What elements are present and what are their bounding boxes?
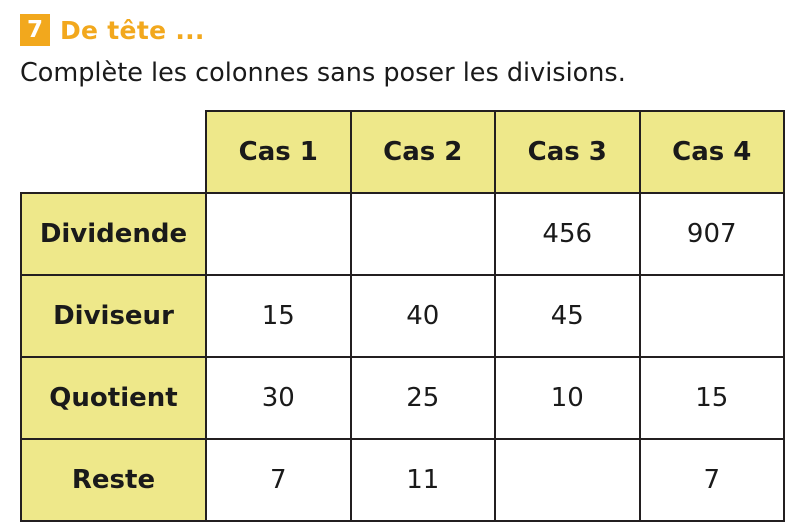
cell-diviseur-cas-1[interactable]: 15 bbox=[206, 275, 351, 357]
exercise-title: De tête ... bbox=[60, 15, 205, 45]
column-header-cas-1: Cas 1 bbox=[206, 111, 351, 193]
cell-diviseur-cas-2[interactable]: 40 bbox=[351, 275, 496, 357]
cell-reste-cas-3[interactable] bbox=[495, 439, 640, 521]
row-header-quotient: Quotient bbox=[21, 357, 206, 439]
column-header-cas-4: Cas 4 bbox=[640, 111, 785, 193]
cell-dividende-cas-1[interactable] bbox=[206, 193, 351, 275]
table-corner-cell bbox=[21, 111, 206, 193]
cell-reste-cas-1[interactable]: 7 bbox=[206, 439, 351, 521]
cell-dividende-cas-2[interactable] bbox=[351, 193, 496, 275]
row-header-diviseur: Diviseur bbox=[21, 275, 206, 357]
cell-quotient-cas-2[interactable]: 25 bbox=[351, 357, 496, 439]
exercise-header bbox=[20, 14, 205, 46]
exercise-instruction: Complète les colonnes sans poser les divisions. bbox=[20, 58, 626, 88]
column-header-cas-3: Cas 3 bbox=[495, 111, 640, 193]
cell-dividende-cas-4[interactable]: 907 bbox=[640, 193, 785, 275]
table-row bbox=[21, 193, 784, 275]
cell-diviseur-cas-4[interactable] bbox=[640, 275, 785, 357]
exercise-number-badge: 7 bbox=[20, 14, 50, 46]
cell-dividende-cas-3[interactable]: 456 bbox=[495, 193, 640, 275]
row-header-dividende: Dividende bbox=[21, 193, 206, 275]
table-row bbox=[21, 275, 784, 357]
division-table bbox=[20, 110, 785, 522]
cell-quotient-cas-3[interactable]: 10 bbox=[495, 357, 640, 439]
cell-quotient-cas-1[interactable]: 30 bbox=[206, 357, 351, 439]
row-header-reste: Reste bbox=[21, 439, 206, 521]
cell-reste-cas-2[interactable]: 11 bbox=[351, 439, 496, 521]
cell-diviseur-cas-3[interactable]: 45 bbox=[495, 275, 640, 357]
table-header-row bbox=[21, 111, 784, 193]
column-header-cas-2: Cas 2 bbox=[351, 111, 496, 193]
table-row bbox=[21, 439, 784, 521]
cell-reste-cas-4[interactable]: 7 bbox=[640, 439, 785, 521]
cell-quotient-cas-4[interactable]: 15 bbox=[640, 357, 785, 439]
table-row bbox=[21, 357, 784, 439]
division-table-wrapper bbox=[20, 110, 783, 522]
